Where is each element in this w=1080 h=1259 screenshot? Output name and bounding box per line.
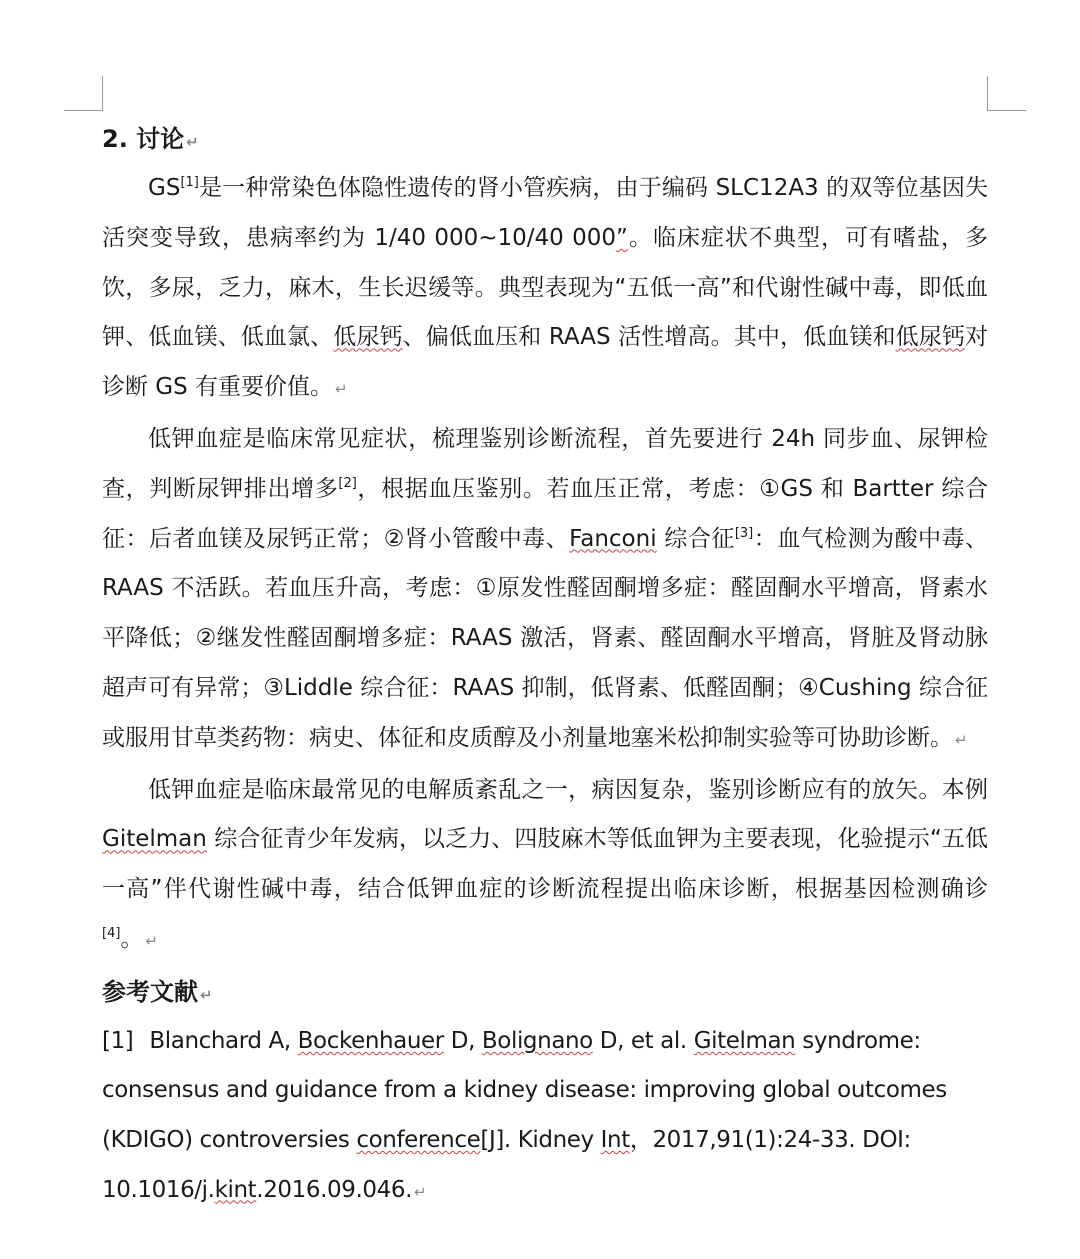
reference-line: [102, 1017, 988, 1067]
text-run: 。临床症状不典型，可有嗜盐，多饮，多尿，乏力，麻木，生长迟缓等。典型表现为“五低一高”和代谢性碱中毒，即低血钾、低血镁、低血氯、: [102, 224, 989, 351]
paragraph-mark-icon: ↵: [955, 730, 968, 749]
text-run: consensus and guidance from a kidney disease: improving global outcomes: [102, 1077, 947, 1104]
text-run: (KDIGO) controversies: [102, 1126, 357, 1153]
section-heading: 2. 讨论 ↵: [102, 125, 199, 153]
references-heading: 参考文献 ↵: [102, 977, 213, 1006]
spellcheck-flagged-text: 低尿钙: [333, 324, 403, 351]
text-run: ：血气检测为酸中毒、RAAS 不活跃。若血压升高，考虑：①原发性醛固酮增多症：醛固酮水平增高，肾素水平降低；②继发性醛固酮增多症：RAAS 激活，肾素、醛固酮水平增高，肾脏及肾动脉超声可有异常；③Liddle 综合征：RAAS 抑制，低肾素、低醛固酮；④Cushing 综合征或服用甘草类药物：病史、体征和皮质醇及小剂量地塞米松抑制实验等可协助诊断。: [102, 525, 989, 751]
text-run: 综合征青少年发病，以乏力、四肢麻木等低血钾为主要表现，化验提示“五低一高”伴代谢性碱中毒，结合低钾血症的诊断流程提出临床诊断，根据基因检测确诊: [102, 826, 988, 903]
text-run: D, et al.: [592, 1027, 694, 1054]
text-run: 对诊断 GS 有重要价值。: [102, 324, 989, 401]
text-run: 、偏低血压和 RAAS 活性增高。其中，低血镁和: [402, 324, 896, 351]
text-run: 。: [120, 925, 144, 952]
text-run: ，2017,91(1):24-33. DOI:: [629, 1126, 911, 1153]
citation-superscript: [4]: [102, 925, 121, 941]
spellcheck-flagged-text: Bolignano: [481, 1027, 593, 1054]
spellcheck-flagged-text: Gitelman: [102, 826, 207, 853]
citation-superscript: [2]: [338, 475, 357, 491]
paragraph-mark-icon: ↵: [335, 380, 348, 399]
paragraph: [102, 164, 988, 415]
text-run: GS: [148, 175, 181, 201]
citation-superscript: [3]: [734, 525, 754, 541]
spellcheck-flagged-text: Int: [600, 1126, 630, 1153]
text-run: 10.1016/j.: [102, 1176, 215, 1203]
spellcheck-flagged-text: Fanconi: [569, 525, 657, 552]
top-right-crop-mark: [987, 76, 1026, 111]
text-run: D,: [443, 1027, 482, 1054]
text-run: 低钾血症是临床最常见的电解质紊乱之一，病因复杂，鉴别诊断应有的放矢。本例: [148, 776, 988, 803]
text-run: Blanchard A,: [149, 1027, 298, 1054]
reference-line: [102, 1116, 988, 1166]
paragraph: [102, 415, 988, 766]
text-run: ，根据血压鉴别。若血压正常，考虑：①GS 和 Bartter 综合征：后者血镁及尿钙正常；②肾小管酸中毒、: [102, 475, 989, 552]
paragraph: [102, 766, 988, 967]
spellcheck-flagged-text: 低尿钙: [895, 324, 966, 351]
paragraph-mark-icon: ↵: [200, 985, 213, 1004]
spellcheck-flagged-text: ”: [616, 224, 628, 251]
paragraph-mark-icon: ↵: [414, 1182, 427, 1201]
spellcheck-flagged-text: conference: [356, 1126, 481, 1153]
reference-entry: [102, 1017, 988, 1217]
citation-superscript: [1]: [180, 175, 199, 190]
reference-line: [102, 1166, 988, 1218]
paragraph-mark-icon: ↵: [186, 133, 199, 151]
spellcheck-flagged-text: Bockenhauer: [297, 1027, 444, 1054]
reference-line: [102, 1066, 988, 1116]
text-run: .2016.09.046.: [256, 1176, 413, 1203]
text-run: 综合征: [656, 525, 735, 552]
document-body[interactable]: [102, 114, 988, 1217]
text-run: syndrome:: [795, 1027, 921, 1054]
spellcheck-flagged-text: Gitelman: [693, 1027, 796, 1054]
reference-number: [1]: [102, 1027, 134, 1054]
text-run: [J]. Kidney: [480, 1126, 601, 1153]
text-run: 低钾血症是临床常见症状，梳理鉴别诊断流程，首先要进行 24h 同步血、尿钾检查，判断尿钾排出增多: [102, 425, 988, 502]
paragraph-mark-icon: ↵: [145, 931, 158, 950]
text-run: 是一种常染色体隐性遗传的肾小管疾病，由于编码 SLC12A3 的双等位基因失活突变导致，患病率约为 1/40 000~10/40 000: [102, 175, 988, 251]
spellcheck-flagged-text: kint: [214, 1176, 257, 1203]
top-left-crop-mark: [64, 76, 103, 111]
